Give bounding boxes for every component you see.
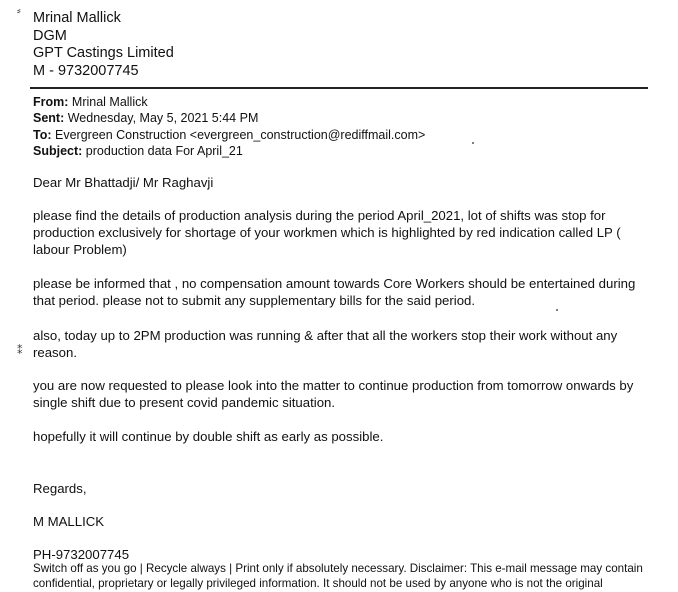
from-value: Mrinal Mallick — [71, 95, 148, 109]
paragraph-line: also, today up to 2PM production was running & after that all the workers stop their work without any — [33, 328, 618, 343]
paragraph-double-shift: hopefully it will continue by double shift as early as possible. — [33, 429, 384, 444]
paragraph-line: that period. please not to submit any supplementary bills for the said period. — [33, 293, 476, 308]
signature-name: Mrinal Mallick — [33, 10, 121, 26]
closing-regards: Regards, — [33, 481, 87, 496]
to-label: To: — [33, 127, 52, 142]
greeting: Dear Mr Bhattadji/ Mr Raghavji — [33, 175, 214, 190]
paragraph-line: please find the details of production analysis during the period April_2021, lot of shifts was stop for — [33, 208, 606, 223]
paragraph-compensation — [33, 275, 663, 309]
disclaimer — [33, 562, 673, 591]
paragraph-line: production exclusively for shortage of your workmen which is highlighted by red indication called LP ( — [33, 225, 621, 240]
paragraph-request — [33, 377, 663, 411]
header-from — [33, 94, 425, 110]
paragraph-work-stoppage — [33, 327, 663, 361]
paragraph-line: reason. — [33, 345, 77, 360]
paragraph-production-analysis — [33, 207, 663, 258]
subject-label: Subject: — [33, 143, 83, 158]
paragraph-line: single shift due to present covid pandemic situation. — [33, 395, 336, 410]
disclaimer-line: Switch off as you go | Recycle always | Print only if absolutely necessary. Disclaimer: This e-mail message may contain — [33, 562, 643, 575]
header-divider — [30, 87, 648, 89]
disclaimer-line: confidential, proprietary or legally privileged information. It should not be used by anyone who is not the original — [33, 576, 603, 590]
signature-title: DGM — [33, 27, 67, 44]
sender-phone: PH-9732007745 — [33, 547, 130, 562]
signature-block — [33, 10, 174, 80]
from-label: From: — [33, 95, 69, 109]
email-header — [33, 94, 425, 159]
header-subject — [33, 143, 425, 159]
sender-name: M MALLICK — [33, 514, 105, 529]
paragraph-line: you are now requested to please look into the matter to continue production from tomorrow onwards by — [33, 378, 634, 393]
header-to — [33, 127, 425, 143]
paragraph-line: labour Problem) — [33, 242, 127, 257]
signature-mobile: M - 9732007745 — [33, 62, 139, 79]
sent-label: Sent: — [33, 111, 65, 126]
scan-speck — [472, 142, 474, 144]
scan-mark-icon: ⁑ — [17, 345, 23, 357]
paragraph-line: please be informed that , no compensation amount towards Core Workers should be entertained during — [33, 276, 636, 291]
to-value: Evergreen Construction <evergreen_construction@rediffmail.com> — [55, 127, 426, 142]
scan-speck — [556, 309, 558, 311]
scan-mark-icon: ⸗ — [17, 5, 21, 17]
sent-value: Wednesday, May 5, 2021 5:44 PM — [67, 111, 259, 126]
subject-value: production data For April_21 — [85, 143, 243, 158]
header-sent — [33, 110, 425, 126]
signature-company: GPT Castings Limited — [33, 45, 174, 61]
